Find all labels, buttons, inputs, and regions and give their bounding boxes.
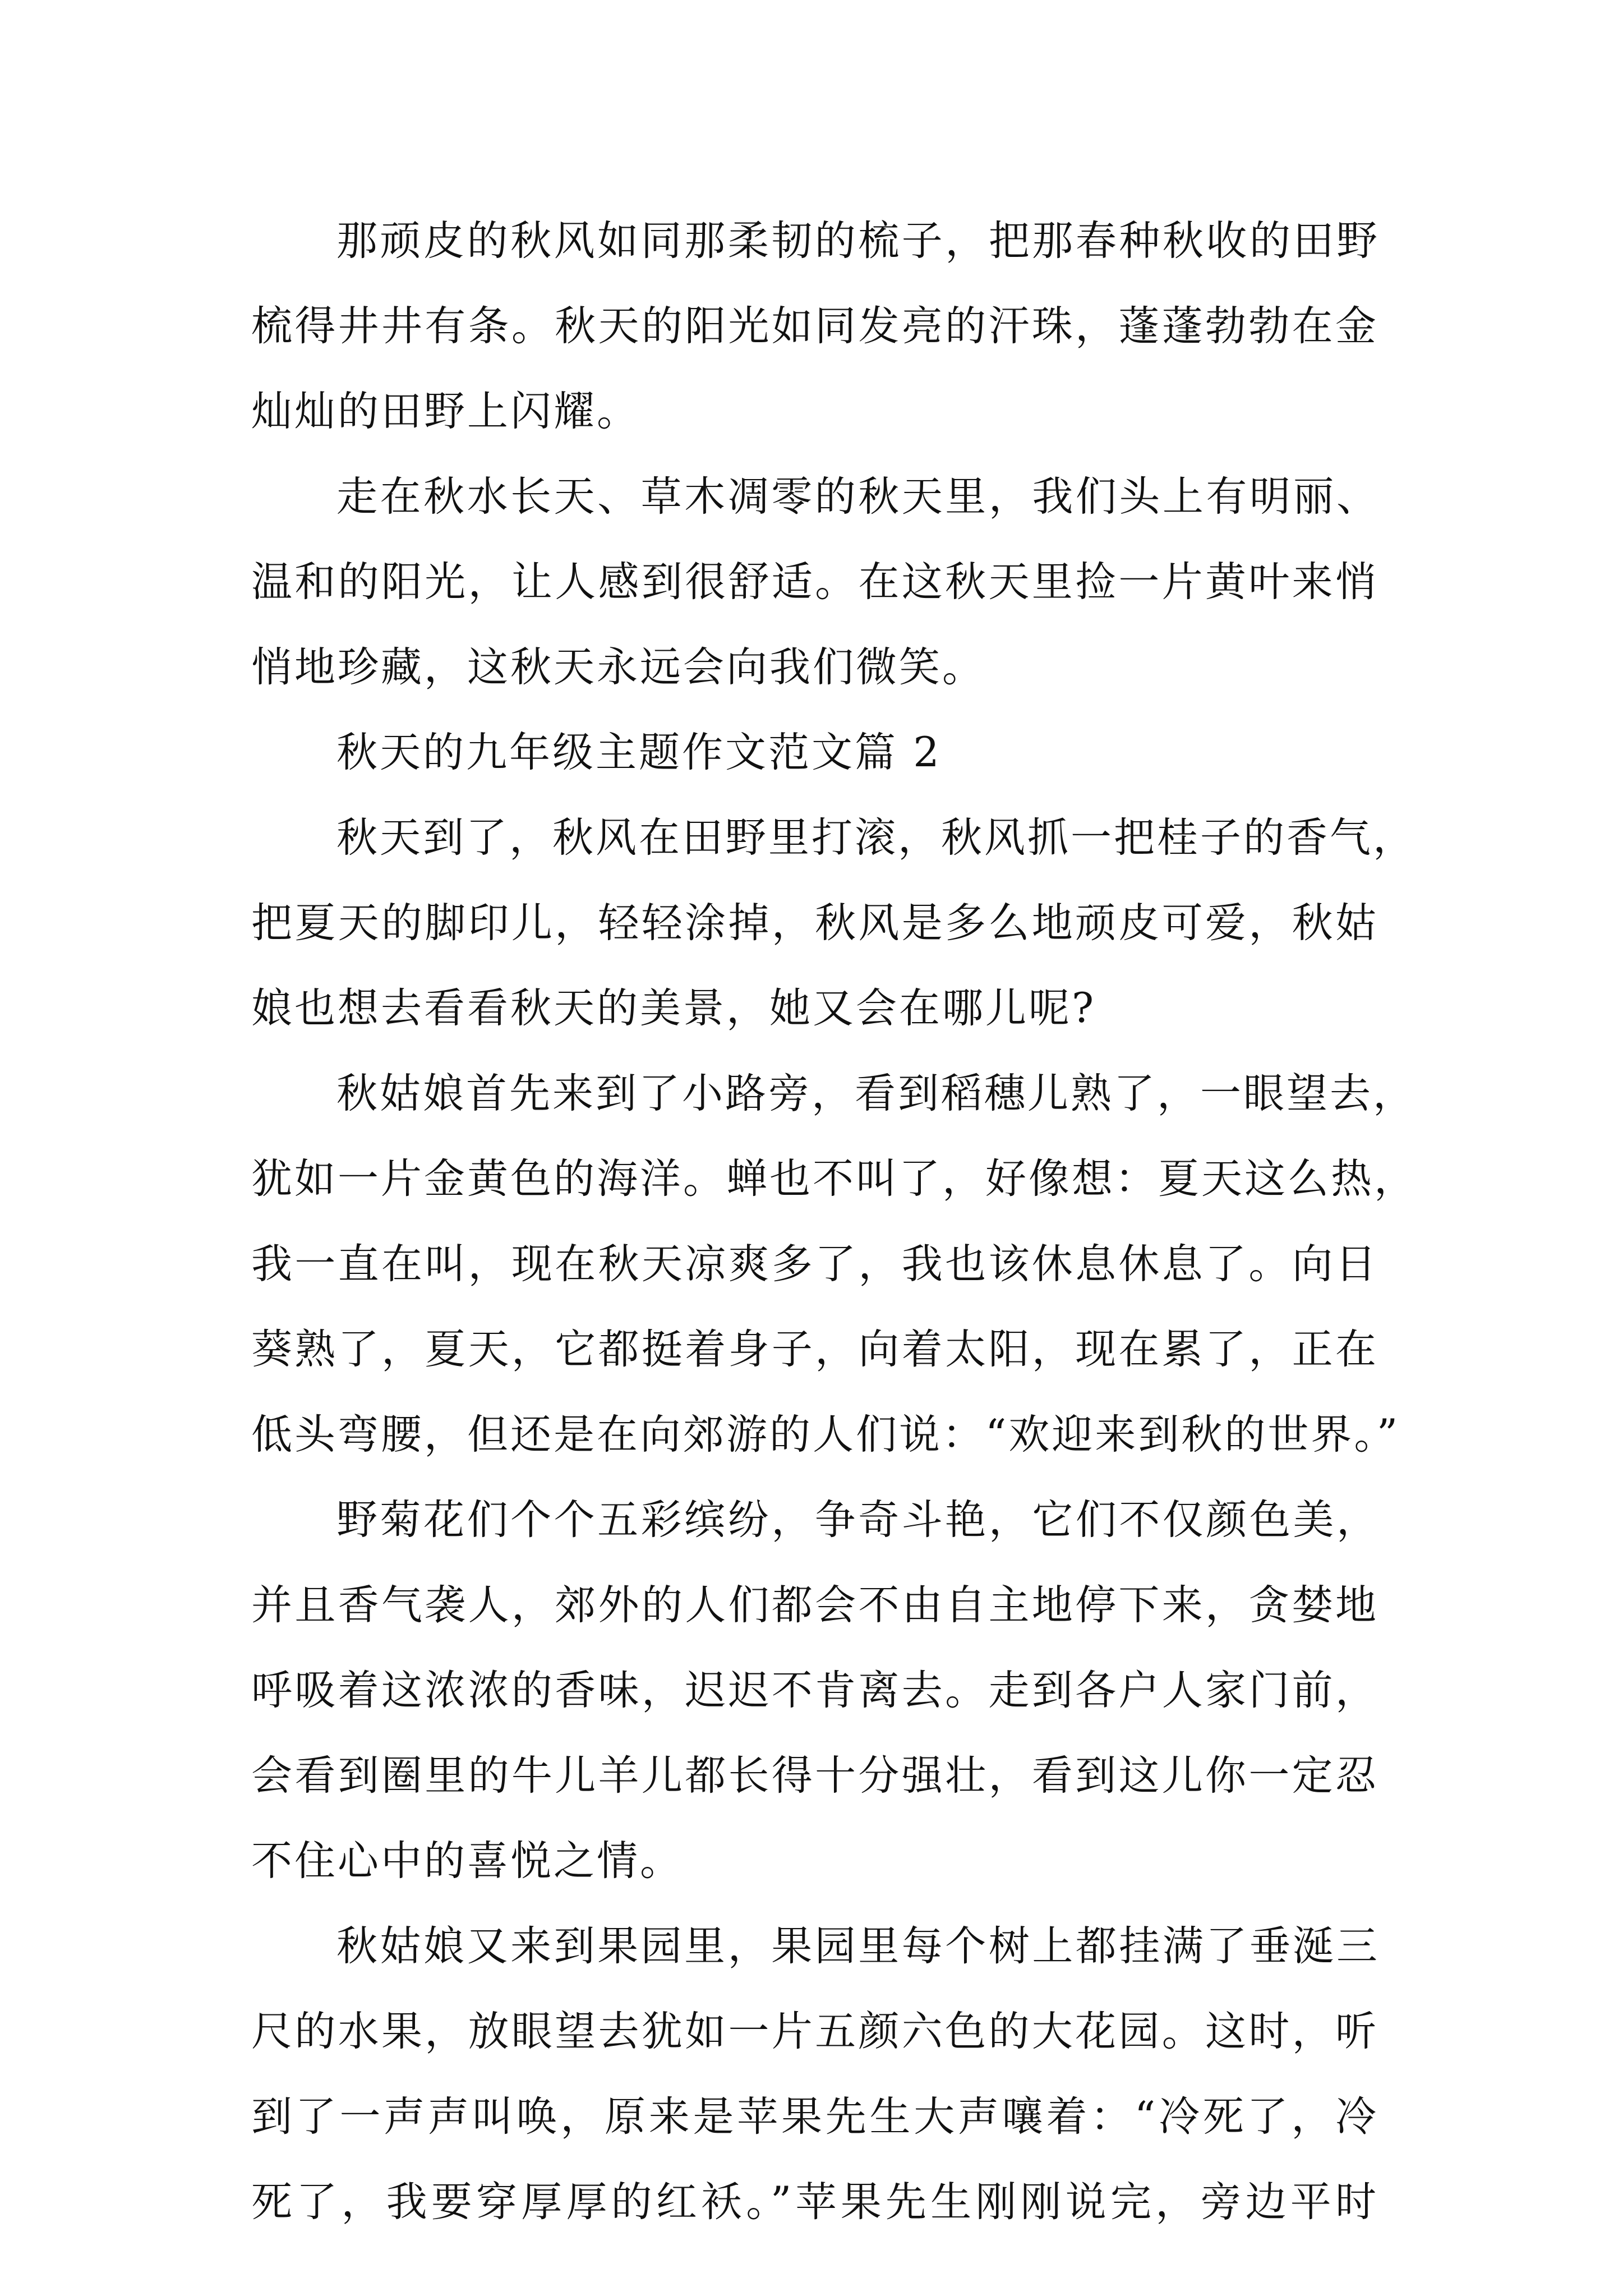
text-line: 葵熟了，夏天，它都挺着身子，向着太阳，现在累了，正在 [251,1326,1378,1373]
text-line: 走在秋水长天、草木凋零的秋天里，我们头上有明丽、 [336,473,1380,521]
text-line: 并且香气袭人，郊外的人们都会不由自主地停下来，贪婪地 [251,1581,1378,1629]
text-line: 我一直在叫，现在秋天凉爽多了，我也该休息休息了。向日 [251,1240,1378,1288]
text-line: 低头弯腰，但还是在向郊游的人们说：“欢迎来到秋的世界。” [251,1411,1400,1458]
section-heading: 秋天的九年级主题作文范文篇 2 [336,729,942,776]
text-line: 娘也想去看看秋天的美景，她又会在哪儿呢? [251,984,1096,1032]
text-line: 不住心中的喜悦之情。 [251,1837,683,1885]
text-line: 灿灿的田野上闪耀。 [251,388,640,435]
text-line: 秋姑娘首先来到了小路旁，看到稻穗儿熟了，一眼望去， [336,1070,1416,1117]
text-line: 温和的阳光，让人感到很舒适。在这秋天里捡一片黄叶来悄 [251,558,1378,606]
text-line: 犹如一片金黄色的海洋。蝉也不叫了，好像想：夏天这么热， [251,1155,1417,1203]
text-line: 梳得井井有条。秋天的阳光如同发亮的汗珠，蓬蓬勃勃在金 [251,302,1378,350]
text-line: 到了一声声叫唤，原来是苹果先生大声嚷着：“冷死了，冷 [251,2093,1378,2141]
text-line: 把夏天的脚印儿，轻轻涂掉，秋风是多么地顽皮可爱，秋姑 [251,899,1378,947]
text-line: 呼吸着这浓浓的香味，迟迟不肯离去。走到各户人家门前， [251,1667,1378,1714]
text-line: 秋姑娘又来到果园里，果园里每个树上都挂满了垂涎三 [336,1922,1380,1970]
text-line: 野菊花们个个五彩缤纷，争奇斗艳，它们不仅颜色美， [336,1496,1380,1544]
text-line: 悄地珍藏，这秋天永远会向我们微笑。 [251,643,985,691]
text-line: 死了，我要穿厚厚的红袄。”苹果先生刚刚说完，旁边平时 [251,2178,1378,2226]
text-line: 会看到圈里的牛儿羊儿都长得十分强壮，看到这儿你一定忍 [251,1752,1378,1800]
text-line: 那顽皮的秋风如同那柔韧的梳子，把那春种秋收的田野 [336,217,1380,265]
text-line: 秋天到了，秋风在田野里打滚，秋风抓一把桂子的香气， [336,814,1416,862]
text-line: 尺的水果，放眼望去犹如一片五颜六色的大花园。这时，听 [251,2008,1378,2055]
